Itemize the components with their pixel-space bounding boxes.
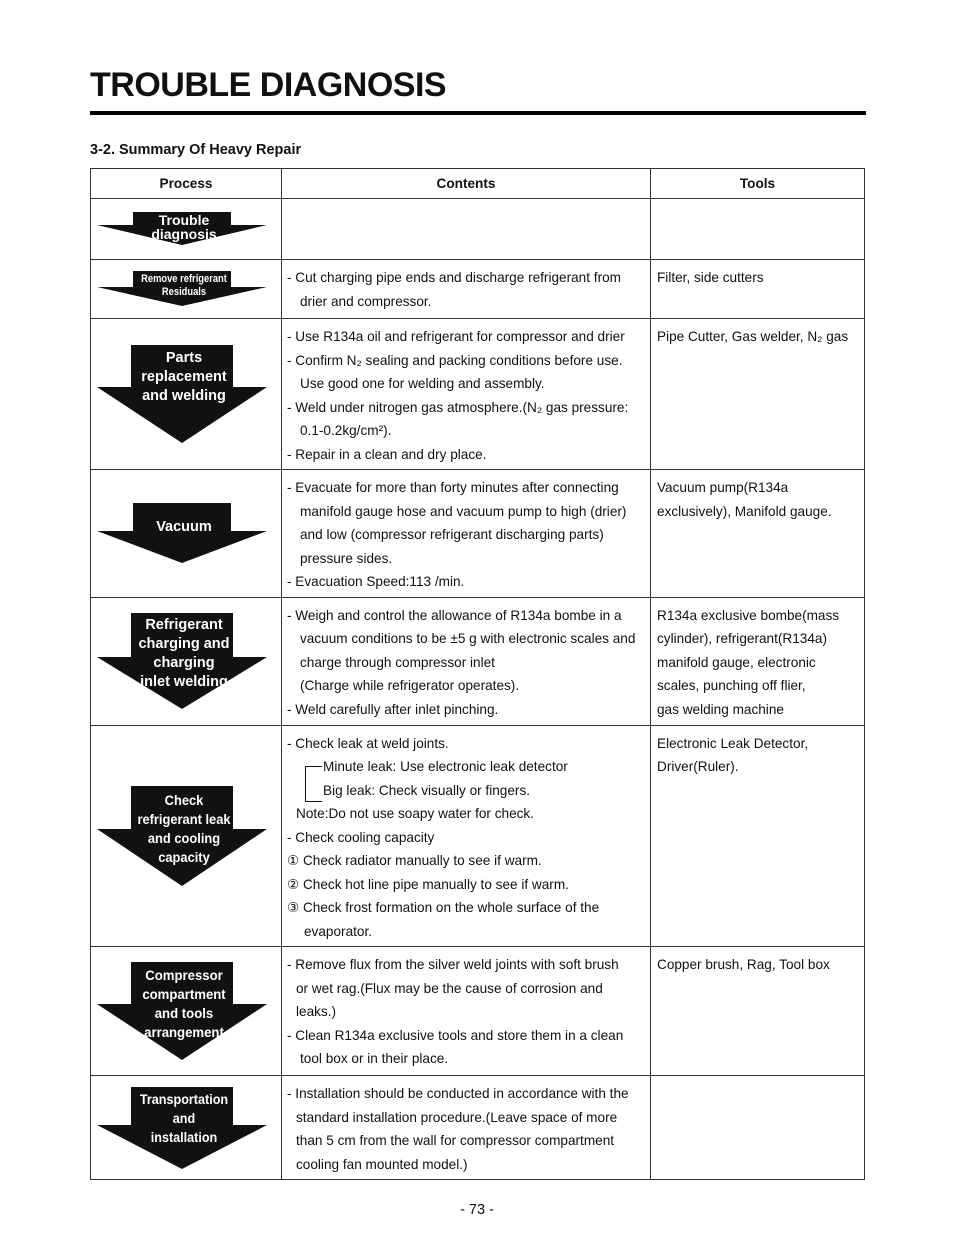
tool-line: Electronic Leak Detector, [657, 735, 809, 751]
contents-cell [282, 319, 651, 470]
content-line: pressure sides. [300, 550, 393, 566]
content-line: ② Check hot line pipe manually to see if warm. [287, 876, 569, 892]
tool-line: cylinder), refrigerant(R134a) [657, 631, 827, 646]
content-line: 0.1-0.2kg/cm²). [300, 423, 392, 438]
content-line: - Weigh and control the allowance of R134a bombe in a [287, 607, 622, 623]
process-label: Check [164, 791, 204, 808]
content-line: (Charge while refrigerator operates). [300, 678, 520, 693]
content-line: Big leak: Check visually or fingers. [287, 779, 650, 803]
tool-line: scales, punching off flier, [657, 678, 806, 693]
process-arrow [97, 503, 267, 563]
table-row [91, 725, 865, 947]
process-arrow [97, 212, 267, 246]
table-row [91, 597, 865, 725]
header-tools: Tools [651, 169, 865, 199]
content-line: Note:Do not use soapy water for check. [296, 806, 535, 821]
tools-cell [651, 597, 865, 725]
process-label: refrigerant leak [137, 810, 231, 827]
content-line: - Weld carefully after inlet pinching. [287, 701, 499, 717]
tools-cell [651, 260, 865, 319]
contents-cell [282, 260, 651, 319]
tools-cell [651, 199, 865, 260]
content-line: evaporator. [304, 923, 373, 939]
process-arrow [97, 962, 267, 1060]
process-arrow [97, 786, 267, 886]
content-line: - Remove flux from the silver weld joints with soft brush [287, 957, 619, 972]
content-line: or wet rag.(Flux may be the cause of corrosion and [296, 980, 603, 996]
content-line: Minute leak: Use electronic leak detector [287, 755, 650, 779]
process-label: and welding [142, 388, 226, 404]
process-label: Refrigerant [145, 617, 223, 633]
content-line: and low (compressor refrigerant discharging parts) [300, 527, 604, 542]
process-cell [91, 1076, 282, 1180]
tool-line: Copper brush, Rag, Tool box [657, 957, 830, 972]
process-label: and cooling [147, 829, 221, 846]
contents-cell [282, 1076, 651, 1180]
process-label: Transportation [139, 1090, 229, 1107]
process-label: charging and [138, 636, 230, 652]
content-line: charge through compressor inlet [300, 654, 495, 670]
process-label: compartment [142, 986, 226, 1002]
content-line: standard installation procedure.(Leave space of more [296, 1109, 618, 1125]
contents-cell [282, 947, 651, 1076]
tool-line: Driver(Ruler). [657, 759, 739, 774]
process-label: Compressor [145, 967, 223, 983]
content-line: - Evacuate for more than forty minutes after connecting [287, 480, 619, 495]
content-line: Use good one for welding and assembly. [300, 376, 545, 391]
process-label: replacement [141, 369, 227, 385]
contents-cell [282, 199, 651, 260]
process-cell [91, 319, 282, 470]
table-row [91, 470, 865, 598]
heavy-repair-table [90, 168, 865, 1180]
tools-cell [651, 319, 865, 470]
process-cell [91, 260, 282, 319]
tool-line: gas welding machine [657, 701, 784, 717]
content-line: - Clean R134a exclusive tools and store them in a clean [287, 1027, 624, 1043]
process-label: Parts [165, 350, 203, 366]
content-line: than 5 cm from the wall for compressor compartment [296, 1133, 615, 1148]
process-cell [91, 470, 282, 598]
table-row [91, 947, 865, 1076]
process-cell [91, 597, 282, 725]
content-line: - Use R134a oil and refrigerant for compressor and drier [287, 329, 625, 344]
process-cell [91, 725, 282, 947]
content-line: ① Check radiator manually to see if warm. [287, 853, 542, 868]
content-line: - Check cooling capacity [287, 829, 435, 845]
content-line: - Evacuation Speed:113 /min. [287, 574, 465, 589]
table-row [91, 319, 865, 470]
header-contents: Contents [282, 169, 651, 199]
process-label: diagnosis [151, 226, 217, 242]
process-label: and [172, 1109, 196, 1126]
contents-cell [282, 470, 651, 598]
contents-cell [282, 725, 651, 947]
process-cell [91, 947, 282, 1076]
tool-line: R134a exclusive bombe(mass [657, 607, 840, 623]
content-line: leaks.) [296, 1004, 337, 1019]
table-header-row [91, 169, 865, 199]
tools-cell [651, 470, 865, 598]
section-title: 3-2. Summary Of Heavy Repair [90, 142, 302, 158]
content-line: - Repair in a clean and dry place. [287, 446, 487, 462]
tool-line: Vacuum pump(R134a [657, 480, 789, 495]
content-line: - Weld under nitrogen gas atmosphere.(N₂ gas pressure: [287, 399, 629, 415]
tools-cell [651, 725, 865, 947]
header-process: Process [91, 169, 282, 199]
content-line: manifold gauge hose and vacuum pump to high (drier) [300, 503, 627, 519]
process-label: installation [150, 1128, 218, 1145]
table-row [91, 260, 865, 319]
content-line: ③ Check frost formation on the whole surface of the [287, 900, 600, 915]
bracket-bottom [305, 789, 322, 802]
content-line: tool box or in their place. [300, 1051, 449, 1066]
process-label: and tools [154, 1005, 214, 1021]
content-line: vacuum conditions to be ±5 g with electronic scales and [300, 631, 636, 646]
table-row [91, 199, 865, 260]
content-line: - Cut charging pipe ends and discharge refrigerant from [287, 270, 621, 285]
page-number: - 73 - [460, 1202, 494, 1218]
process-label: Residuals [161, 286, 207, 298]
process-arrow [97, 271, 267, 307]
process-arrow [97, 1087, 267, 1169]
content-line: drier and compressor. [300, 293, 432, 309]
process-label: capacity [158, 848, 210, 865]
content-line: - Check leak at weld joints. [287, 735, 449, 751]
tool-line: exclusively), Manifold gauge. [657, 503, 832, 519]
content-line: - Confirm N₂ sealing and packing conditions before use. [287, 352, 623, 368]
process-label: Trouble [158, 212, 210, 228]
process-arrow [97, 613, 267, 709]
process-label: charging [153, 655, 215, 671]
process-label: Remove refrigerant [141, 273, 227, 285]
process-label: inlet welding [140, 674, 228, 690]
content-line: - Installation should be conducted in accordance with the [287, 1086, 629, 1101]
process-cell [91, 199, 282, 260]
page-title: TROUBLE DIAGNOSIS [90, 66, 447, 104]
contents-cell [282, 597, 651, 725]
tool-line: Filter, side cutters [657, 270, 764, 285]
tools-cell [651, 947, 865, 1076]
tool-line: manifold gauge, electronic [657, 654, 816, 670]
tools-cell [651, 1076, 865, 1180]
process-label: Vacuum [156, 519, 212, 536]
process-arrow [97, 345, 267, 443]
content-line: cooling fan mounted model.) [296, 1156, 468, 1172]
title-rule [90, 111, 866, 115]
tool-line: Pipe Cutter, Gas welder, N₂ gas [657, 329, 849, 344]
process-label: arrangement [144, 1024, 224, 1040]
table-row [91, 1076, 865, 1180]
